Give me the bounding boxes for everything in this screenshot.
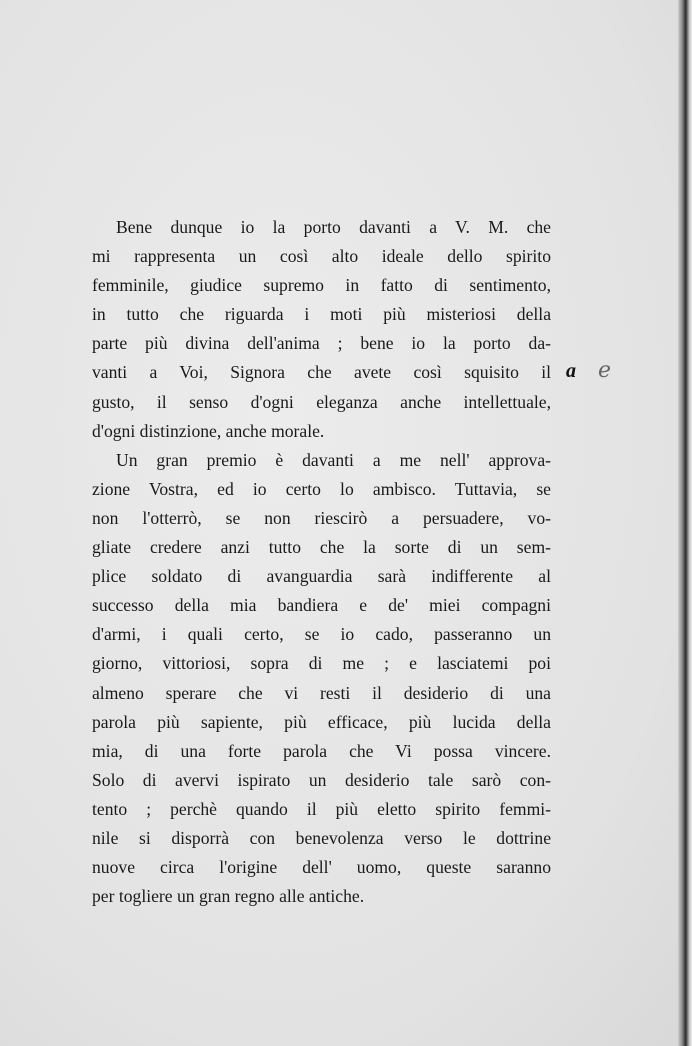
text-line: non l'otterrò, se non riescirò a persuadere, vo- [92, 507, 551, 528]
handwritten-correction: a [566, 360, 576, 382]
text-line: parola più sapiente, più efficace, più lucida della [92, 711, 551, 732]
text-line: nuove circa l'origine dell' uomo, queste saranno [92, 857, 551, 878]
margin-note: e [598, 358, 612, 383]
page-binding-edge [678, 0, 692, 1046]
text-line: in tutto che riguarda i moti più misteriosi della [92, 304, 551, 325]
paragraph [92, 446, 551, 912]
body-text [92, 213, 551, 911]
text-line: successo della mia bandiera e de' miei compagni [92, 595, 551, 616]
text-line: femminile, giudice supremo in fatto di sentimento, [92, 275, 551, 296]
text-line: tento ; perchè quando il più eletto spirito femmi- [92, 798, 551, 819]
text-line: Solo di avervi ispirato un desiderio tale sarò con- [92, 769, 551, 790]
text-line: mi rappresenta un così alto ideale dello spirito [92, 246, 551, 267]
text-line: giorno, vittoriosi, sopra di me ; e lasciatemi poi [92, 653, 551, 674]
text-line: gusto, il senso d'ogni eleganza anche intellettuale, [92, 391, 551, 412]
text-line: parte più divina dell'anima ; bene io la porto da- [92, 333, 551, 354]
text-line: plice soldato di avanguardia sarà indifferente al [92, 566, 551, 587]
text-line: per togliere un gran regno alle antiche. [92, 886, 365, 907]
text-line: mia, di una forte parola che Vi possa vincere. [92, 740, 551, 761]
text-line: Un gran premio è davanti a me nell' approva- [116, 449, 551, 470]
text-line: Bene dunque io la porto davanti a V. M. che [116, 217, 551, 237]
text-line: d'armi, i quali certo, se io cado, passeranno un [92, 624, 551, 645]
text-line: gliate credere anzi tutto che la sorte di un sem- [92, 537, 551, 558]
text-line: d'ogni distinzione, anche morale. [92, 420, 325, 441]
text-line: vanti a Voi, Signora che avete così squisito il [92, 362, 551, 383]
paragraph [92, 213, 551, 446]
text-line: nile si disporrà con benevolenza verso le dottrine [92, 827, 551, 848]
text-line: zione Vostra, ed io certo lo ambisco. Tuttavia, se [92, 478, 551, 499]
text-line: almeno sperare che vi resti il desiderio di una [92, 682, 551, 703]
